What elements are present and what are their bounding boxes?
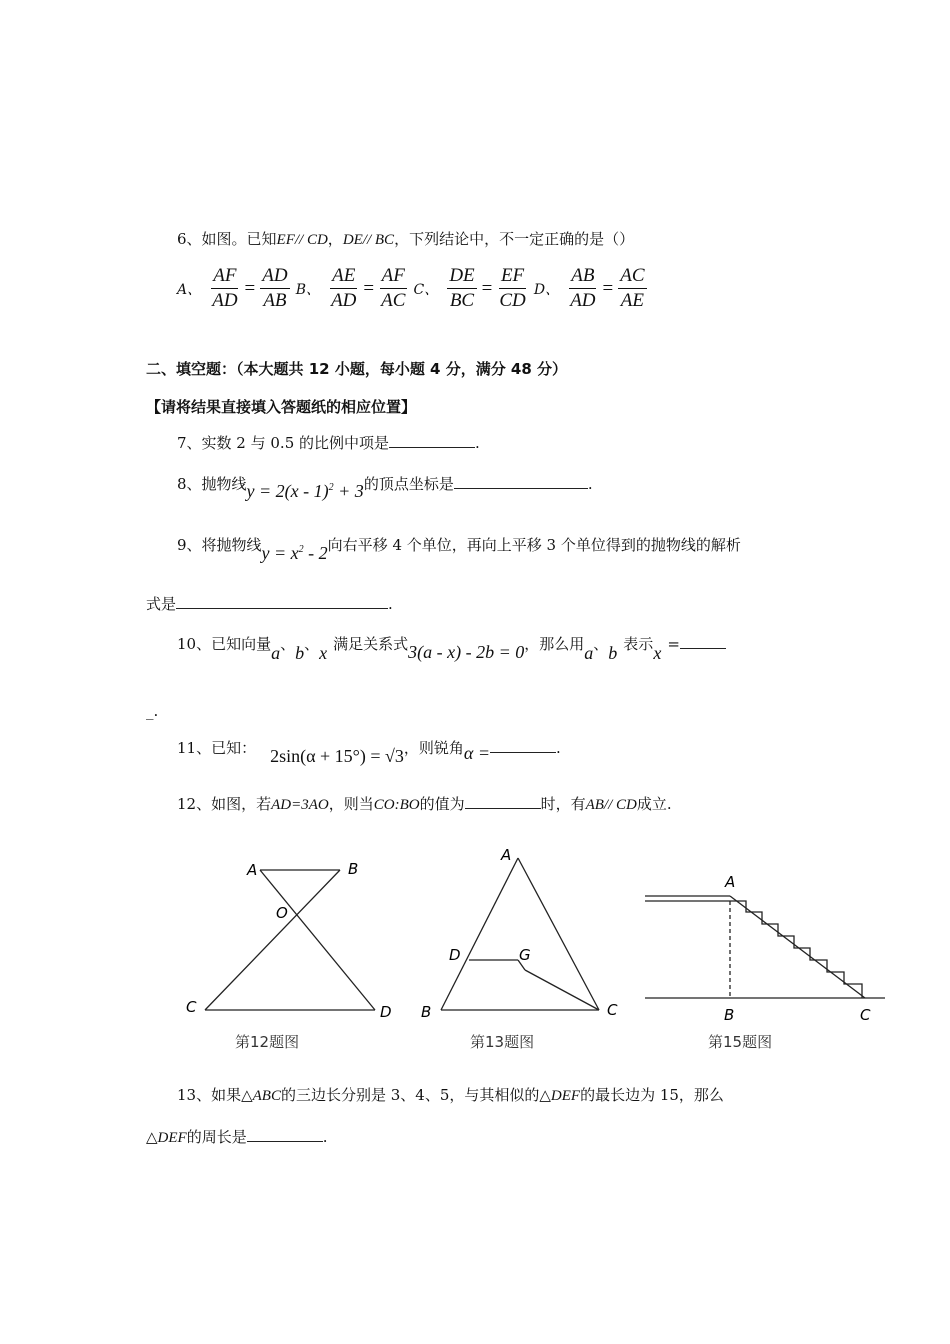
- q7: [177, 432, 480, 454]
- q12-mid: ，则当: [328, 795, 374, 813]
- q10-dun-2: 、: [304, 635, 320, 653]
- label-a: A: [725, 873, 736, 891]
- q11-alpha: α =: [463, 743, 491, 763]
- q7-end: .: [475, 434, 480, 452]
- label-b: B: [724, 1006, 735, 1024]
- vector-b-2: b: [608, 643, 618, 663]
- vector-a: a: [271, 643, 281, 663]
- q12-condition: AD=3AO: [271, 797, 329, 813]
- section2-title: 二、填空题：（本大题共 12 小题，每小题 4 分，满分 48 分）: [146, 360, 568, 378]
- segment-ab: [441, 858, 518, 1010]
- q13-line2-def: DEF: [157, 1130, 187, 1146]
- q13-line2-pre: △: [146, 1128, 158, 1146]
- q6-stem-tail: ，下列结论中，不一定正确的是（）: [394, 230, 635, 248]
- option-c-label[interactable]: C、: [413, 281, 439, 298]
- option-a-label[interactable]: A、: [177, 281, 202, 298]
- option-a-left-fraction: $\frac{AF}{AD}$: [212, 265, 238, 311]
- q9-line2: [146, 593, 393, 615]
- q10-dun-1: 、: [280, 635, 296, 653]
- vector-x: x: [319, 643, 328, 663]
- q11-answer-blank[interactable]: [490, 738, 556, 753]
- q12-ratio: CO:BO: [373, 797, 420, 813]
- q12: [177, 793, 672, 816]
- label-d: D: [449, 946, 461, 964]
- q6-condition-1: EF// CD: [276, 232, 328, 248]
- q13-def: DEF: [550, 1088, 581, 1104]
- equals-sign: =: [481, 277, 493, 299]
- q10: [177, 632, 726, 663]
- figure-12: [180, 850, 410, 1055]
- q9-pre: 9、将抛物线: [177, 536, 262, 554]
- option-d-left-fraction: $\frac{AB}{AD}$: [570, 265, 596, 311]
- q8-end: .: [587, 475, 593, 493]
- q9-formula: $y = x^2 - 2$: [261, 543, 328, 563]
- fig12-caption: 第12题图: [235, 1033, 300, 1051]
- q10-eq: =: [667, 635, 680, 653]
- figure-13: [415, 843, 630, 1055]
- option-b-left-fraction: $\frac{AE}{AD}$: [331, 265, 357, 311]
- label-b: B: [348, 860, 359, 878]
- q6-stem: [177, 228, 634, 251]
- q8: [177, 469, 593, 501]
- equals-sign: =: [363, 277, 375, 299]
- label-a: A: [501, 846, 512, 864]
- label-c: C: [186, 998, 197, 1016]
- q8-answer-blank[interactable]: [454, 474, 588, 489]
- q10-post: ，那么用: [524, 635, 585, 653]
- q7-answer-blank[interactable]: [389, 433, 475, 448]
- q9-end: .: [388, 595, 393, 613]
- q12-end: 成立.: [636, 795, 672, 813]
- q12-pre: 12、如图，若: [177, 795, 272, 813]
- option-d-right-fraction: $\frac{AC}{AE}$: [620, 265, 645, 311]
- q13-line2: [146, 1126, 328, 1149]
- segment-ad: [260, 870, 375, 1010]
- vector-a-2: a: [584, 643, 594, 663]
- section2-note: 【请将结果直接填入答题纸的相应位置】: [146, 398, 417, 416]
- figure-15: [640, 865, 890, 1055]
- fig15-caption: 第15题图: [708, 1033, 773, 1051]
- label-g: G: [519, 946, 531, 964]
- q6-separator: ，: [327, 230, 343, 248]
- q9-line2-text: 式是: [146, 595, 177, 613]
- q13-line2-post: 的周长是: [186, 1128, 247, 1146]
- vector-x-2: x: [653, 643, 662, 663]
- option-b-right-fraction: $\frac{AF}{AC}$: [381, 265, 406, 311]
- q12-parallel: AB// CD: [585, 797, 637, 813]
- q9: [177, 530, 741, 563]
- q8-pre: 8、抛物线: [177, 475, 247, 493]
- q13-end: .: [322, 1128, 328, 1146]
- q12-post: 的值为: [419, 795, 465, 813]
- segment-bc: [205, 870, 340, 1010]
- q10-formula: 3(a - x) - 2b = 0: [408, 642, 525, 662]
- q8-formula: y = 2(x - 1)$^2$ + 3: [246, 481, 364, 501]
- option-c-left-fraction: $\frac{DE}{BC}$: [449, 265, 475, 311]
- option-c-right-fraction: $\frac{EF}{CD}$: [499, 265, 526, 311]
- label-c: C: [860, 1006, 871, 1024]
- q13: [177, 1084, 724, 1107]
- q10-pre: 10、已知向量: [177, 635, 272, 653]
- q6-condition-2: DE// BC: [342, 232, 395, 248]
- option-b-label[interactable]: B、: [295, 281, 320, 298]
- label-d: D: [380, 1003, 392, 1021]
- label-o: O: [276, 904, 288, 922]
- q13-answer-blank[interactable]: [247, 1127, 323, 1142]
- label-a: A: [247, 861, 258, 879]
- q11-post: ，则锐角: [403, 739, 464, 757]
- q6-stem-text: 6、如图。已知: [177, 230, 277, 248]
- q6-options: [177, 264, 648, 313]
- q8-post: 的顶点坐标是: [363, 475, 454, 493]
- q13-pre: 13、如果△: [177, 1086, 253, 1104]
- q9-answer-blank[interactable]: [176, 594, 388, 609]
- q7-text: 7、实数 2 与 0.5 的比例中项是: [177, 434, 390, 452]
- q12-answer-blank[interactable]: [465, 794, 541, 809]
- q9-post: 向右平移 4 个单位，再向上平移 3 个单位得到的抛物线的解析: [327, 536, 741, 554]
- q10-dun-3: 、: [593, 635, 609, 653]
- option-d-label[interactable]: D、: [533, 281, 560, 298]
- equals-sign: =: [244, 277, 256, 299]
- segment-ac: [518, 858, 599, 1010]
- q13-abc: ABC: [252, 1088, 281, 1104]
- q11-end: .: [556, 739, 561, 757]
- q13-post: 的最长边为 15，那么: [580, 1086, 724, 1104]
- vector-b: b: [295, 643, 305, 663]
- q12-tail: 时，有: [540, 795, 586, 813]
- slope-ac: [730, 896, 865, 998]
- q11: [177, 736, 561, 766]
- q13-mid: 的三边长分别是 3、4、5，与其相似的△: [280, 1086, 551, 1104]
- staircase: [730, 901, 862, 998]
- q10-mid: 满足关系式: [333, 635, 409, 653]
- q10-line2: _.: [146, 702, 159, 720]
- q10-biaoshi: 表示: [623, 635, 654, 653]
- label-b: B: [421, 1003, 432, 1021]
- q11-formula: 2sin(α + 15°) = √3: [270, 746, 404, 766]
- equals-sign: =: [602, 277, 614, 299]
- fig13-caption: 第13题图: [470, 1033, 535, 1051]
- label-c: C: [607, 1001, 618, 1019]
- option-a-right-fraction: $\frac{AD}{AB}$: [262, 265, 288, 311]
- q10-answer-blank[interactable]: [680, 634, 726, 649]
- q11-pre: 11、已知：: [177, 739, 257, 757]
